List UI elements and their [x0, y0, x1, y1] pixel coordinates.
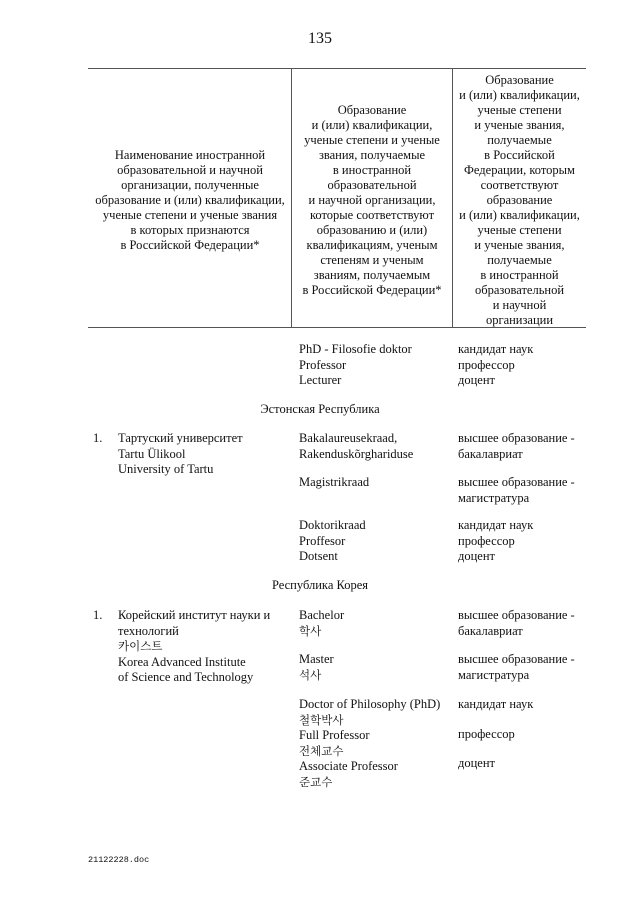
page-number: 135 — [308, 30, 332, 47]
qualification-foreign: Master 석사 — [299, 652, 334, 682]
qualification-russian: высшее образование - магистратура — [458, 652, 575, 682]
entry-number: 1. — [93, 431, 103, 445]
qualification-foreign: Associate Professor 준교수 — [299, 759, 398, 789]
qualification-russian: кандидат наук профессор доцент — [458, 518, 534, 563]
qualification-russian: высшее образование - магистратура — [458, 475, 575, 505]
qualification-russian: доцент — [458, 756, 495, 770]
qualification-foreign: Bakalaureusekraad, Rakenduskõrghariduse — [299, 431, 414, 461]
organization-name: Корейский институт науки и технологий 카이스트 Korea Advanced Institute of Science and Technology — [118, 608, 271, 684]
qualification-russian: высшее образование - бакалавриат — [458, 608, 575, 638]
qualification-foreign: Full Professor 전체교수 — [299, 728, 370, 758]
entry-number: 1. — [93, 608, 103, 622]
qualification-foreign: Magistrikraad — [299, 475, 370, 489]
footer-file-name: 21122228.doc — [88, 855, 150, 865]
header-col-organization: Наименование иностранной образовательной и научной организации, полученные образование и (или) квалификации, ученые степени и ученые звания в которых признаются в Российской Федерации* — [95, 148, 285, 252]
header-col-foreign-qualification: Образование и (или) квалификации, ученые степени и ученые звания, получаемые в иностранной образовательной и научной организации, которые соответствуют образованию и (или) квалификациям, ученым степеням и ученым званиям, получаемым в Российской Федерации* — [302, 103, 442, 297]
section-title-estonia: Эстонская Республика — [260, 402, 380, 416]
qualification-foreign: Doktorikraad Proffesor Dotsent — [299, 518, 366, 563]
qualification-russian: профессор — [458, 727, 515, 741]
top-block-russian: кандидат наук профессор доцент — [458, 342, 534, 387]
organization-name: Тартуский университет Tartu Ülikool University of Tartu — [118, 431, 243, 476]
header-top-rule — [88, 68, 586, 69]
qualification-russian: высшее образование - бакалавриат — [458, 431, 575, 461]
header-col-russian-qualification: Образование и (или) квалификации, ученые степени и ученые звания, получаемые в Российской Федерации, которым соответствуют образование и (или) квалификации, ученые степени и ученые звания, получаемые в иностранной образовательной и научной организации — [459, 73, 580, 327]
top-block-foreign: PhD - Filosofie doktor Professor Lecturer — [299, 342, 412, 387]
section-title-korea: Республика Корея — [271, 578, 368, 592]
qualification-foreign: Doctor of Philosophy (PhD) 철학박사 — [299, 697, 441, 727]
qualification-russian: кандидат наук — [458, 697, 534, 711]
qualification-foreign: Bachelor 학사 — [299, 608, 345, 638]
